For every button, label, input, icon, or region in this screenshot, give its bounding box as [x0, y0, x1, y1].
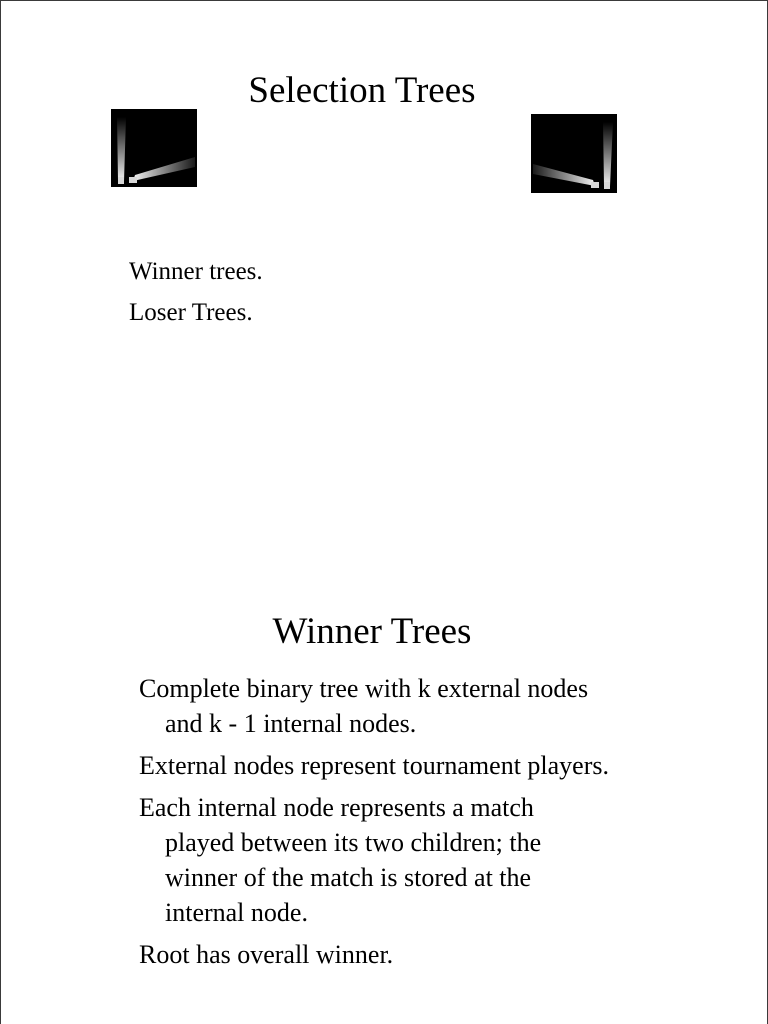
bullet-item: Root has overall winner. [139, 940, 394, 969]
bullet-item: Loser Trees. [129, 299, 253, 326]
bullet-item: Complete binary tree with k external nodes and k - 1 internal nodes. [139, 674, 589, 738]
bullet-item: External nodes represent tournament players. [139, 751, 609, 780]
slide-winner-trees [0, 544, 768, 1024]
bullet-list [129, 251, 263, 333]
slide-title: Selection Trees [248, 70, 476, 111]
bullet-item: Winner trees. [129, 258, 263, 285]
spotlight-icon [531, 114, 617, 193]
bullet-item: Each internal node represents a match played between its two children; the winner of the match is stored at the internal node. [139, 793, 542, 927]
bullet-list [139, 671, 609, 979]
spotlight-icon [111, 109, 197, 187]
slide-title: Winner Trees [272, 611, 472, 652]
